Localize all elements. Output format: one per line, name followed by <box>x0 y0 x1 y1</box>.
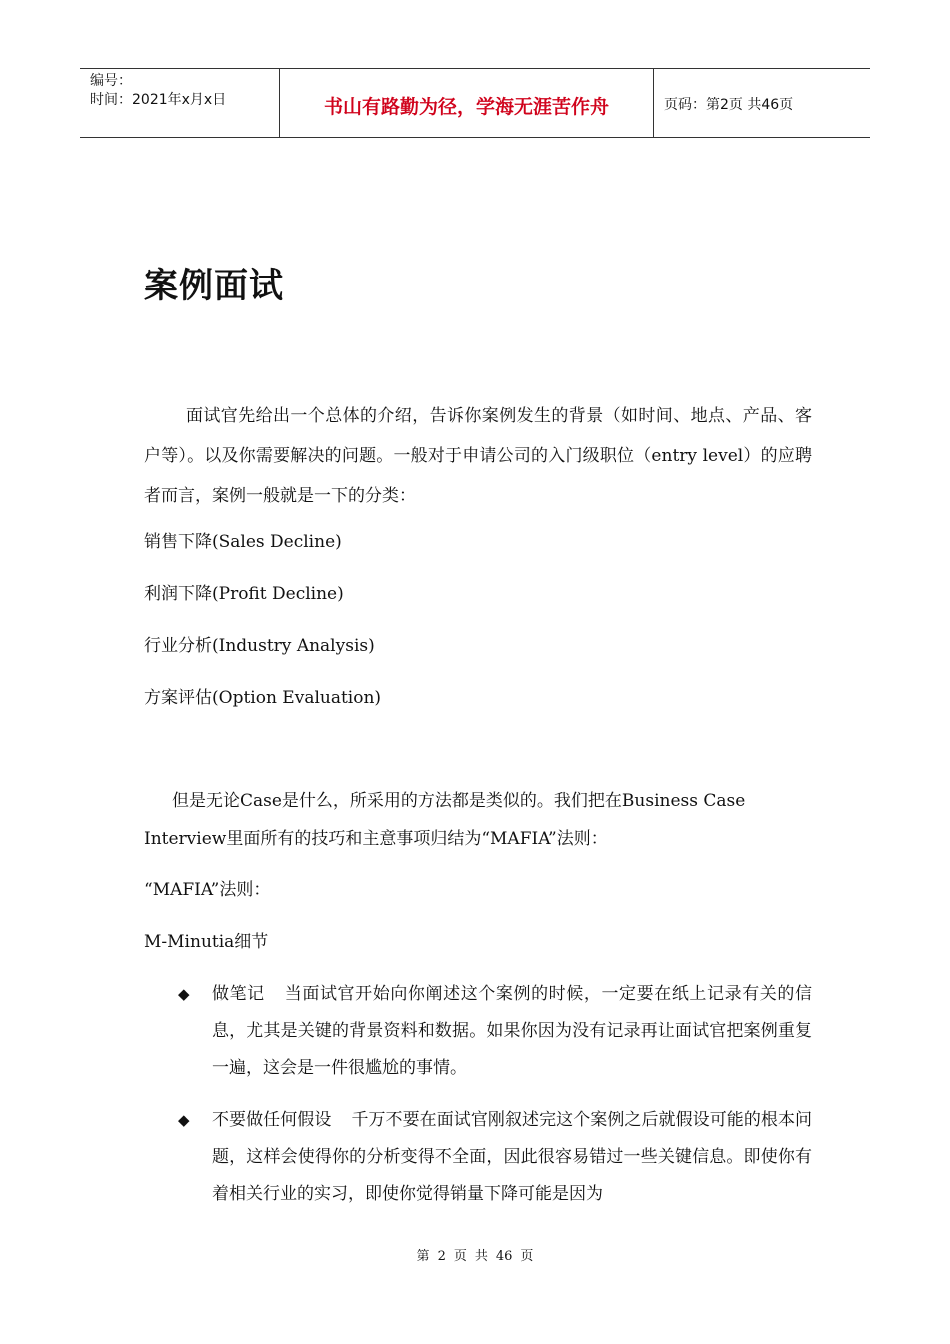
header-page-number: 页码：第2页 共46页 <box>664 97 794 113</box>
footer-text: 页 <box>453 1249 467 1264</box>
footer-text: 第 <box>416 1249 430 1264</box>
diamond-bullet-icon: ◆ <box>178 985 190 1003</box>
footer-text: 页 <box>520 1249 534 1264</box>
bullet-text: 当面试官开始向你阐述这个案例的时候，一定要在纸上记录有关的信息，尤其是关键的背景资料和数据。如果你因为没有记录再让面试官把案例重复一遍，这会是一件很尴尬的事情。 <box>212 984 812 1078</box>
page-footer <box>0 1245 950 1264</box>
diamond-bullet-icon: ◆ <box>178 1111 190 1129</box>
bullet-lead: 不要做任何假设 <box>212 1110 332 1130</box>
header-motto: 书山有路勤为径，学海无涯苦作舟 <box>280 69 654 137</box>
intro-paragraph: 面试官先给出一个总体的介绍，告诉你案例发生的背景（如时间、地点、产品、客户等）。以及你需要解决的问题。一般对于申请公司的入门级职位（entry level）的应聘者而言，案例一般就是一下的分类： <box>144 406 812 506</box>
header-info-cell <box>80 69 280 137</box>
category-item: 销售下降(Sales Decline) <box>144 532 342 552</box>
header-table <box>80 68 870 138</box>
minutia-heading: M-Minutia细节 <box>144 932 269 952</box>
category-item: 利润下降(Profit Decline) <box>144 584 344 604</box>
bullet-lead: 做笔记 <box>212 984 265 1004</box>
bullet-body <box>212 976 812 1087</box>
bullet-text: 千万不要在面试官刚叙述完这个案例之后就假设可能的根本问题，这样会使得你的分析变得不全面，因此很容易错过一些关键信息。即使你有着相关行业的实习，即使你觉得销量下降可能是因为 <box>212 1110 813 1204</box>
document-time-label: 时间：2021年x月x日 <box>90 92 227 108</box>
bullet-item <box>178 1102 812 1213</box>
footer-total-pages: 46 <box>495 1249 513 1264</box>
mafia-heading: “MAFIA”法则： <box>144 880 271 900</box>
footer-page-number: 2 <box>437 1249 446 1264</box>
category-item: 行业分析(Industry Analysis) <box>144 636 375 656</box>
category-item: 方案评估(Option Evaluation) <box>144 688 382 708</box>
document-number-label: 编号： <box>90 73 132 89</box>
mafia-intro-paragraph: 但是无论Case是什么，所采用的方法都是类似的。我们把在Business Case Interview里面所有的技巧和主意事项归结为“MAFIA”法则： <box>144 791 746 849</box>
bullet-item <box>178 976 812 1087</box>
page-title: 案例面试 <box>144 266 284 306</box>
bullet-body <box>212 1102 812 1213</box>
footer-text: 共 <box>474 1249 488 1264</box>
